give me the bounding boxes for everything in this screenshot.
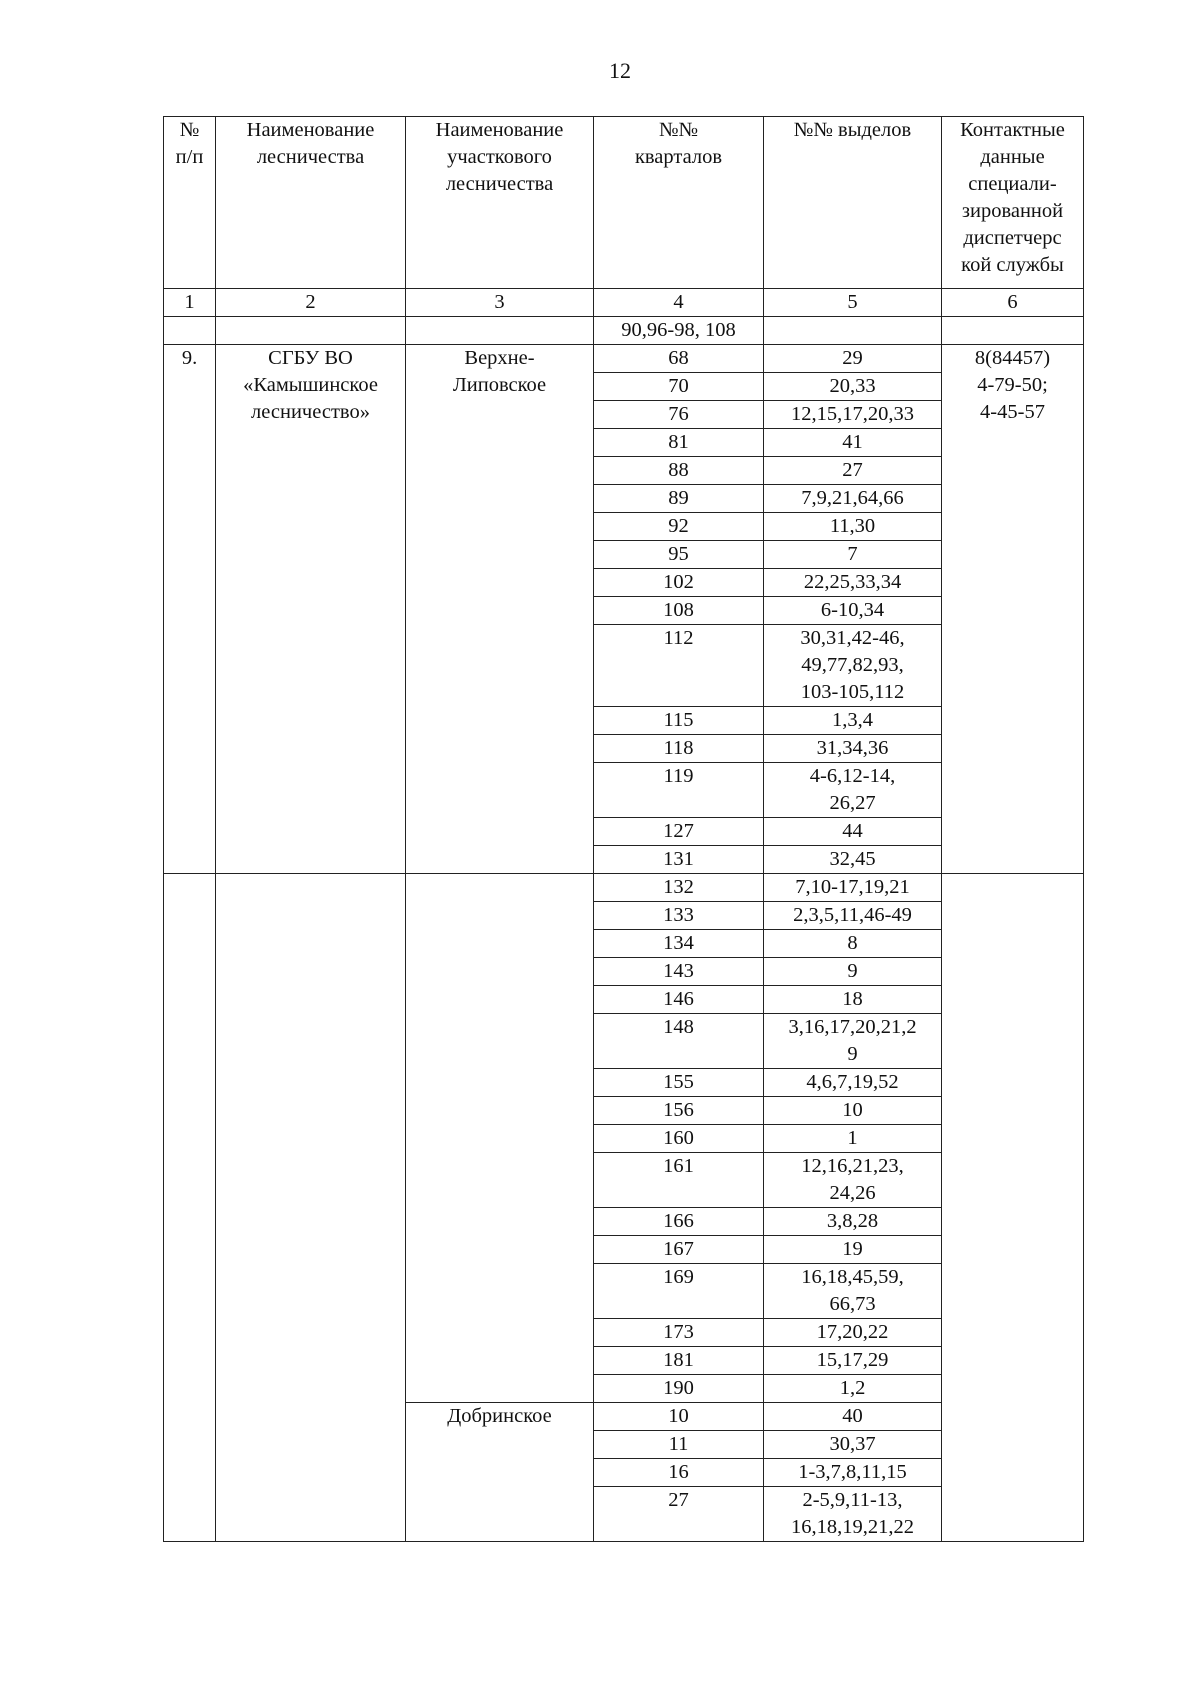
cell-plots [764,958,942,986]
cell-quarter [594,457,764,485]
cell-plots [764,707,942,735]
cell-quarter [594,401,764,429]
header-cell [594,117,764,289]
cell-quarter-line: 90,96-98, 108 [621,319,736,341]
cell-quarter [594,958,764,986]
cell-plots-line: 3,8,28 [826,1210,879,1232]
cell-plots-line: 10 [842,1099,863,1121]
cell-quarter-line: 146 [663,988,694,1010]
cell-plots-line: 11,30 [829,515,876,537]
cell-quarter-line: 118 [663,737,694,759]
cell-quarter-line: 68 [668,347,689,369]
cell-plots [764,541,942,569]
cell-quarter-line: 92 [668,515,689,537]
header-cell-line: данные [980,146,1045,168]
cell-quarter [594,735,764,763]
cell-district [406,317,594,345]
cell-number-line: 9. [181,347,198,369]
cell-quarter-line: 181 [663,1349,694,1371]
header-cell-line: Наименование [246,119,375,141]
table-row [164,117,1084,289]
column-number-cell [594,289,764,317]
cell-plots-line: 12,16,21,23, [801,1155,904,1177]
cell-contact-line: 4-79-50; [977,374,1048,396]
cell-quarter-line: 134 [663,932,694,954]
header-cell [216,117,406,289]
cell-quarter-line: 143 [663,960,694,982]
cell-plots-line: 12,15,17,20,33 [791,403,914,425]
cell-plots-line: 103-105,112 [800,681,905,703]
cell-plots [764,317,942,345]
header-cell [406,117,594,289]
cell-plots [764,763,942,818]
cell-quarter-line: 190 [663,1377,694,1399]
cell-contact [942,874,1084,1542]
cell-plots-line: 66,73 [829,1293,876,1315]
forestry-table [163,116,1084,1542]
header-cell-line: лесничества [256,146,365,168]
cell-plots [764,846,942,874]
cell-plots-line: 15,17,29 [816,1349,889,1371]
column-number-cell-line: 4 [673,291,684,313]
cell-quarter-line: 27 [668,1489,689,1511]
cell-plots-line: 7 [847,543,858,565]
cell-plots [764,513,942,541]
cell-plots [764,1236,942,1264]
cell-plots-line: 9 [847,960,858,982]
cell-quarter [594,1097,764,1125]
cell-forestry-line: СГБУ ВО [268,347,353,369]
cell-contact [942,317,1084,345]
cell-quarter [594,1153,764,1208]
cell-quarter [594,429,764,457]
cell-plots-line: 1,2 [839,1377,866,1399]
cell-district [406,345,594,874]
cell-plots-line: 26,27 [829,792,876,814]
header-cell-line: лесничества [445,173,554,195]
cell-forestry [216,874,406,1542]
cell-plots-line: 31,34,36 [816,737,889,759]
header-cell-line: кой службы [961,254,1064,276]
cell-quarter-line: 112 [663,627,694,649]
cell-quarter-line: 166 [663,1210,694,1232]
cell-plots-line: 32,45 [829,848,876,870]
cell-quarter-line: 167 [663,1238,694,1260]
header-cell-line: Наименование [435,119,564,141]
cell-quarter [594,1431,764,1459]
cell-quarter-line: 169 [663,1266,694,1288]
table-row [164,874,1084,902]
cell-quarter-line: 108 [663,599,694,621]
column-number-cell [764,289,942,317]
cell-number [164,874,216,1542]
cell-quarter-line: 115 [663,709,694,731]
column-number-cell-line: 5 [847,291,858,313]
cell-plots [764,1375,942,1403]
cell-plots [764,1125,942,1153]
cell-quarter [594,1014,764,1069]
cell-plots-line: 30,37 [829,1433,876,1455]
cell-plots-line: 16,18,45,59, [801,1266,904,1288]
cell-quarter-line: 88 [668,459,689,481]
cell-plots [764,1319,942,1347]
cell-plots [764,373,942,401]
table-row [164,289,1084,317]
cell-quarter [594,818,764,846]
cell-quarter [594,1264,764,1319]
cell-quarter-line: 70 [668,375,689,397]
cell-plots [764,1014,942,1069]
cell-plots-line: 44 [842,820,863,842]
cell-quarter-line: 95 [668,543,689,565]
cell-plots [764,930,942,958]
cell-quarter-line: 119 [663,765,694,787]
cell-quarter [594,625,764,707]
cell-quarter [594,846,764,874]
cell-quarter [594,597,764,625]
header-cell-line: специали- [968,173,1057,195]
cell-contact-line: 8(84457) [974,347,1051,369]
cell-district-line: Верхне- [464,347,535,369]
cell-quarter-line: 11 [668,1433,689,1455]
cell-quarter [594,763,764,818]
cell-quarter-line: 131 [663,848,694,870]
cell-quarter [594,707,764,735]
cell-plots [764,902,942,930]
cell-plots-line: 18 [842,988,863,1010]
cell-plots-line: 17,20,22 [816,1321,889,1343]
header-cell [764,117,942,289]
cell-plots-line: 3,16,17,20,21,2 [788,1016,917,1038]
cell-plots-line: 8 [847,932,858,954]
cell-quarter-line: 160 [663,1127,694,1149]
cell-quarter [594,345,764,373]
cell-quarter [594,373,764,401]
table-row [164,317,1084,345]
cell-quarter-line: 155 [663,1071,694,1093]
cell-quarter-line: 173 [663,1321,694,1343]
cell-quarter-line: 10 [668,1405,689,1427]
header-cell [942,117,1084,289]
header-cell-line: кварталов [634,146,723,168]
cell-forestry [216,345,406,874]
cell-quarter [594,874,764,902]
cell-plots-line: 4-6,12-14, [809,765,896,787]
cell-plots [764,1431,942,1459]
cell-quarter-line: 148 [663,1016,694,1038]
column-number-cell [406,289,594,317]
column-number-cell-line: 3 [494,291,505,313]
cell-plots [764,1264,942,1319]
cell-plots [764,345,942,373]
cell-quarter [594,485,764,513]
cell-plots [764,1069,942,1097]
cell-forestry [216,317,406,345]
cell-plots [764,818,942,846]
cell-quarter-line: 16 [668,1461,689,1483]
cell-quarter [594,1375,764,1403]
cell-plots [764,457,942,485]
table-row [164,345,1084,373]
cell-plots-line: 22,25,33,34 [803,571,902,593]
cell-plots-line: 19 [842,1238,863,1260]
cell-plots-line: 16,18,19,21,22 [791,1516,914,1538]
cell-plots-line: 7,9,21,64,66 [801,487,904,509]
cell-plots [764,986,942,1014]
header-cell-line: зированной [961,200,1064,222]
column-number-cell-line: 2 [305,291,316,313]
page-number: 12 [609,58,631,83]
cell-plots [764,874,942,902]
cell-quarter-line: 132 [663,876,694,898]
column-number-cell [164,289,216,317]
cell-district [406,1403,594,1542]
cell-district [406,874,594,1403]
cell-forestry-line: лесничество» [251,401,370,423]
cell-quarter [594,569,764,597]
cell-plots [764,625,942,707]
header-cell-line: п/п [175,146,204,168]
cell-quarter [594,1403,764,1431]
cell-plots [764,1347,942,1375]
column-number-cell-line: 6 [1007,291,1018,313]
cell-plots-line: 7,10-17,19,21 [795,876,910,898]
cell-quarter [594,513,764,541]
cell-plots-line: 41 [842,431,863,453]
cell-plots-line: 2-5,9,11-13, [802,1489,903,1511]
cell-quarter [594,1125,764,1153]
cell-quarter [594,1236,764,1264]
cell-plots-line: 24,26 [829,1182,876,1204]
cell-quarter-line: 102 [663,571,694,593]
cell-plots [764,569,942,597]
cell-plots [764,401,942,429]
cell-number [164,317,216,345]
column-number-cell [942,289,1084,317]
cell-plots [764,735,942,763]
cell-quarter-line: 89 [668,487,689,509]
cell-quarter [594,902,764,930]
cell-contact [942,345,1084,874]
cell-plots-line: 6-10,34 [820,599,885,621]
cell-plots [764,1208,942,1236]
cell-plots [764,1459,942,1487]
header-cell [164,117,216,289]
cell-plots-line: 40 [842,1405,863,1427]
cell-quarter-line: 156 [663,1099,694,1121]
cell-quarter [594,1208,764,1236]
cell-plots-line: 4,6,7,19,52 [806,1071,899,1093]
cell-plots-line: 20,33 [829,375,876,397]
cell-plots [764,597,942,625]
cell-plots-line: 1-3,7,8,11,15 [798,1461,907,1483]
cell-quarter [594,1459,764,1487]
cell-forestry-line: «Камышинское [243,374,378,396]
header-cell-line: Контактные [960,119,1065,141]
header-cell-line: диспетчерс [963,227,1062,249]
column-number-cell [216,289,406,317]
cell-number [164,345,216,874]
cell-quarter-line: 161 [663,1155,694,1177]
cell-quarter [594,317,764,345]
cell-plots-line: 49,77,82,93, [801,654,904,676]
cell-quarter [594,1487,764,1542]
cell-plots-line: 9 [847,1043,858,1065]
header-cell-line: № [179,119,200,141]
cell-plots-line: 1,3,4 [832,709,873,731]
header-cell-line: участкового [447,146,552,168]
cell-quarter [594,930,764,958]
cell-quarter [594,1347,764,1375]
cell-plots-line: 27 [842,459,863,481]
cell-contact-line: 4-45-57 [980,401,1045,423]
cell-quarter [594,541,764,569]
header-cell-line: №№ выделов [793,119,912,141]
cell-plots [764,1153,942,1208]
column-number-cell-line: 1 [184,291,195,313]
cell-plots [764,1403,942,1431]
cell-plots [764,1487,942,1542]
cell-quarter [594,1319,764,1347]
cell-plots-line: 29 [842,347,863,369]
cell-plots [764,1097,942,1125]
cell-quarter-line: 127 [663,820,694,842]
header-cell-line: №№ [658,119,699,141]
cell-quarter [594,986,764,1014]
cell-district-line: Добринское [447,1405,552,1427]
cell-plots-line: 30,31,42-46, [800,627,905,649]
cell-quarter-line: 133 [663,904,694,926]
cell-plots-line: 2,3,5,11,46-49 [793,904,912,926]
cell-plots [764,429,942,457]
cell-district-line: Липовское [452,374,547,396]
cell-quarter [594,1069,764,1097]
cell-quarter-line: 81 [668,431,689,453]
cell-quarter-line: 76 [668,403,689,425]
cell-plots [764,485,942,513]
cell-plots-line: 1 [847,1127,858,1149]
